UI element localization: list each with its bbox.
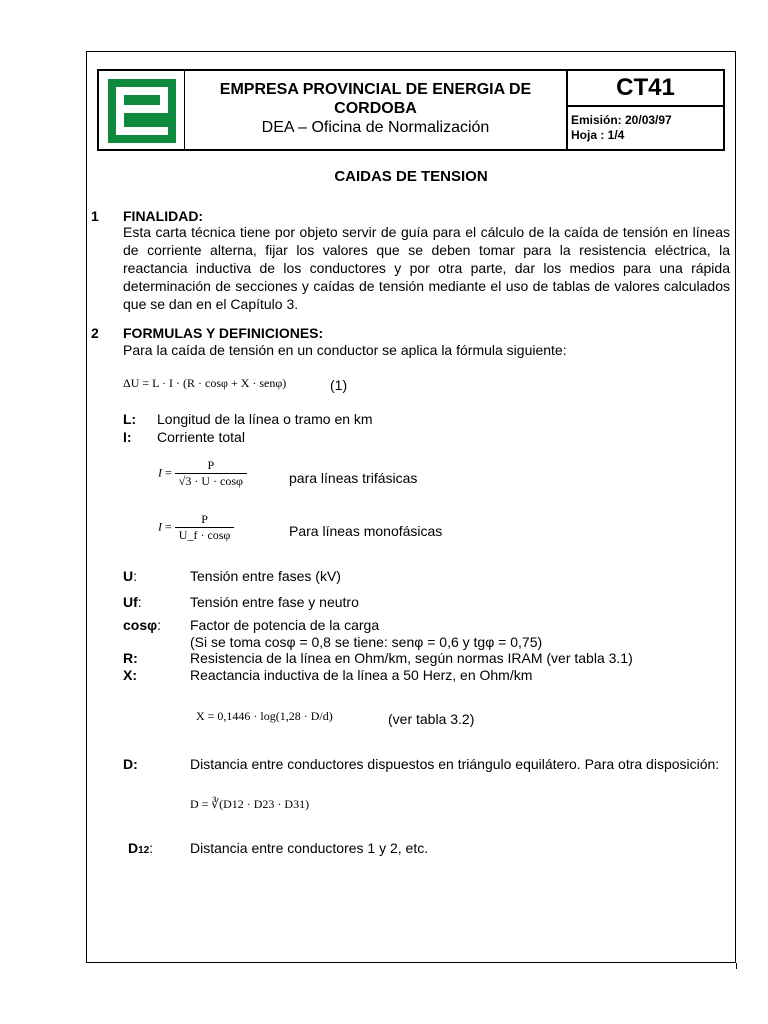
- i-tri-denominator: √3 · U · cosφ: [178, 474, 243, 488]
- def-L-label: L:: [123, 411, 137, 427]
- document-header: [97, 69, 725, 151]
- i-mono-numerator: P: [175, 512, 235, 528]
- page-border: [86, 51, 736, 963]
- section-2-number: 2: [91, 325, 99, 341]
- section-2-heading: FORMULAS Y DEFINICIONES:: [123, 325, 324, 341]
- emission-date: Emisión: 20/03/97: [571, 113, 672, 127]
- section-1-number: 1: [91, 208, 99, 224]
- def-D12-label: D12:: [128, 840, 154, 856]
- def-R-text: Resistencia de la línea en Ohm/km, según normas IRAM (ver tabla 3.1): [190, 650, 633, 666]
- def-X-label: X:: [123, 667, 137, 683]
- def-I-label: I:: [123, 429, 132, 445]
- i-mono-denominator: U_f · cosφ: [178, 528, 231, 542]
- single-phase-label: Para líneas monofásicas: [289, 523, 443, 539]
- section-1-text: Esta carta técnica tiene por objeto servir de guía para el cálculo de la caída de tensión en líneas de corriente alterna, fijar los valores que se deben tomar para la resistencia eléctrica, la reactancia inductiva de los conductores y por otra parte, dar los medios para una rápida determinación de secciones y caídas de tensión mediante el uso de tablas de valores calculados que se dan en el Capítulo 3.: [123, 224, 730, 312]
- document-code: CT41: [568, 71, 723, 107]
- reactance-table-ref: (ver tabla 3.2): [388, 711, 475, 727]
- epec-logo-icon: [108, 79, 176, 143]
- def-D-text: Distancia entre conductores dispuestos en triángulo equilátero. Para otra disposición:: [190, 756, 720, 772]
- code-cell: [568, 71, 723, 149]
- department-name: DEA – Oficina de Normalización: [261, 119, 490, 136]
- current-three-phase-formula: I = $\frac{P}{√3 \cdot U \cdot \cos\varphi}$: [158, 458, 247, 489]
- section-1-heading: FINALIDAD:: [123, 208, 204, 224]
- def-D-label: D:: [123, 756, 138, 772]
- i-tri-numerator: P: [175, 458, 247, 474]
- def-U-text: Tensión entre fases (kV): [190, 568, 341, 584]
- formula-number: (1): [330, 377, 348, 393]
- def-R-label: R:: [123, 650, 138, 666]
- def-Uf-text: Tensión entre fase y neutro: [190, 594, 359, 610]
- def-I-text: Corriente total: [157, 429, 245, 445]
- three-phase-label: para líneas trifásicas: [289, 470, 418, 486]
- section-2-intro: Para la caída de tensión en un conductor se aplica la fórmula siguiente:: [123, 342, 567, 358]
- def-D12-text: Distancia entre conductores 1 y 2, etc.: [190, 840, 429, 856]
- company-name: EMPRESA PROVINCIAL DE ENERGIA DE CORDOBA: [219, 81, 532, 117]
- voltage-drop-formula: ΔU = L · I · (R · cosφ + X · senφ): [123, 376, 287, 390]
- def-L-text: Longitud de la línea o tramo en km: [157, 411, 373, 427]
- header-title-cell: [185, 71, 568, 149]
- def-cosphi-note: (Si se toma cosφ = 0,8 se tiene: senφ = 0,6 y tgφ = 0,75): [190, 634, 543, 650]
- def-cosphi-label: cosφ:: [123, 617, 162, 633]
- def-U-label: U:: [123, 568, 138, 584]
- sheet-number: Hoja : 1/4: [571, 128, 625, 142]
- def-Uf-label: Uf:: [123, 594, 142, 610]
- page-edge-mark: [736, 963, 737, 969]
- document-title: CAIDAS DE TENSION: [334, 168, 488, 185]
- current-single-phase-formula: I = $\frac{P}{U\_f \cdot \cos\varphi}$: [158, 512, 234, 543]
- reactance-formula: X = 0,1446 · log(1,28 · D/d): [196, 709, 333, 723]
- logo-cell: [99, 71, 185, 149]
- def-cosphi-text: Factor de potencia de la carga: [190, 617, 380, 633]
- distance-formula: D = ∛(D12 · D23 · D31): [190, 797, 310, 811]
- def-X-text: Reactancia inductiva de la línea a 50 Herz, en Ohm/km: [190, 667, 533, 683]
